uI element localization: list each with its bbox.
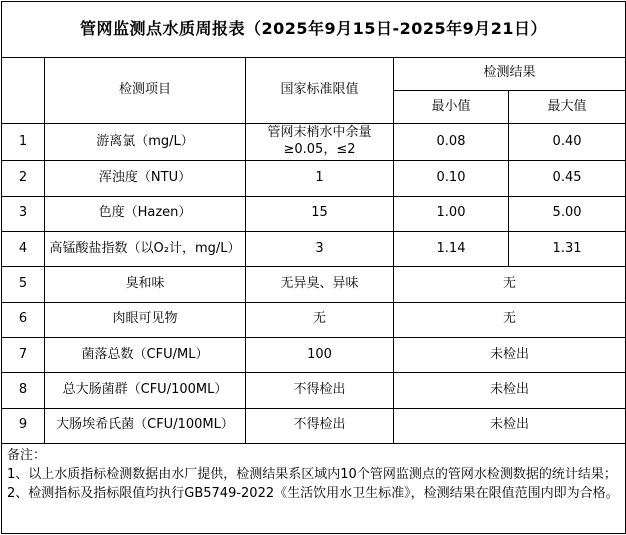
- row-number: 5: [2, 267, 45, 302]
- row-limit: 管网末梢水中余量≥0.05，≤2: [246, 124, 394, 161]
- row-limit: 无: [246, 302, 394, 337]
- table-row: [2, 124, 626, 161]
- table-row: [2, 161, 626, 196]
- row-limit: 100: [246, 338, 394, 373]
- row-limit: 1: [246, 161, 394, 196]
- row-number: 6: [2, 302, 45, 337]
- header-index-cell: [2, 57, 45, 124]
- row-item: 总大肠菌群（CFU/100ML）: [45, 373, 246, 408]
- header-row-top: [2, 57, 626, 90]
- header-max: 最大值: [509, 90, 626, 123]
- header-min: 最小值: [394, 90, 509, 123]
- row-item: 高锰酸盐指数（以O₂计，mg/L）: [45, 231, 246, 266]
- row-number: 7: [2, 338, 45, 373]
- title-row: [2, 2, 626, 58]
- report-table: [1, 1, 626, 534]
- notes-row: [2, 444, 626, 534]
- row-result-merged: 未检出: [394, 338, 626, 373]
- row-limit: 不得检出: [246, 408, 394, 443]
- table-row: [2, 373, 626, 408]
- row-number: 9: [2, 408, 45, 443]
- row-number: 2: [2, 161, 45, 196]
- note-line-2: 2、检测指标及指标限值均执行GB5749-2022《生活饮用水卫生标准》，检测结果在限值范围内即为合格。: [7, 485, 619, 501]
- row-max: 1.31: [509, 231, 626, 266]
- table-row: [2, 302, 626, 337]
- table-row: [2, 231, 626, 266]
- header-limit: 国家标准限值: [246, 57, 394, 124]
- row-item: 游离氯（mg/L）: [45, 124, 246, 161]
- row-result-merged: 无: [394, 267, 626, 302]
- row-item: 大肠埃希氏菌（CFU/100ML）: [45, 408, 246, 443]
- row-min: 0.08: [394, 124, 509, 161]
- row-number: 4: [2, 231, 45, 266]
- row-max: 5.00: [509, 196, 626, 231]
- row-result-merged: 未检出: [394, 408, 626, 443]
- row-item: 浑浊度（NTU）: [45, 161, 246, 196]
- notes-label: 备注：: [7, 448, 47, 464]
- row-result-merged: 未检出: [394, 373, 626, 408]
- row-max: 0.40: [509, 124, 626, 161]
- header-item: 检测项目: [45, 57, 246, 124]
- row-limit: 无异臭、异味: [246, 267, 394, 302]
- row-result-merged: 无: [394, 302, 626, 337]
- table-row: [2, 408, 626, 443]
- note-line-1: 1、以上水质指标检测数据由水厂提供，检测结果系区域内10个管网监测点的管网水检测数据的统计结果；: [7, 466, 617, 482]
- row-limit: 不得检出: [246, 373, 394, 408]
- header-result: 检测结果: [394, 57, 626, 90]
- row-number: 8: [2, 373, 45, 408]
- row-min: 1.00: [394, 196, 509, 231]
- page-title: 管网监测点水质周报表（2025年9月15日-2025年9月21日）: [2, 2, 626, 58]
- row-number: 1: [2, 124, 45, 161]
- notes-cell: [2, 444, 626, 534]
- row-item: 色度（Hazen）: [45, 196, 246, 231]
- row-min: 0.10: [394, 161, 509, 196]
- row-max: 0.45: [509, 161, 626, 196]
- row-item: 菌落总数（CFU/ML）: [45, 338, 246, 373]
- row-number: 3: [2, 196, 45, 231]
- row-item: 臭和味: [45, 267, 246, 302]
- row-limit: 15: [246, 196, 394, 231]
- table-row: [2, 338, 626, 373]
- row-item: 肉眼可见物: [45, 302, 246, 337]
- row-limit: 3: [246, 231, 394, 266]
- row-min: 1.14: [394, 231, 509, 266]
- table-row: [2, 196, 626, 231]
- table-row: [2, 267, 626, 302]
